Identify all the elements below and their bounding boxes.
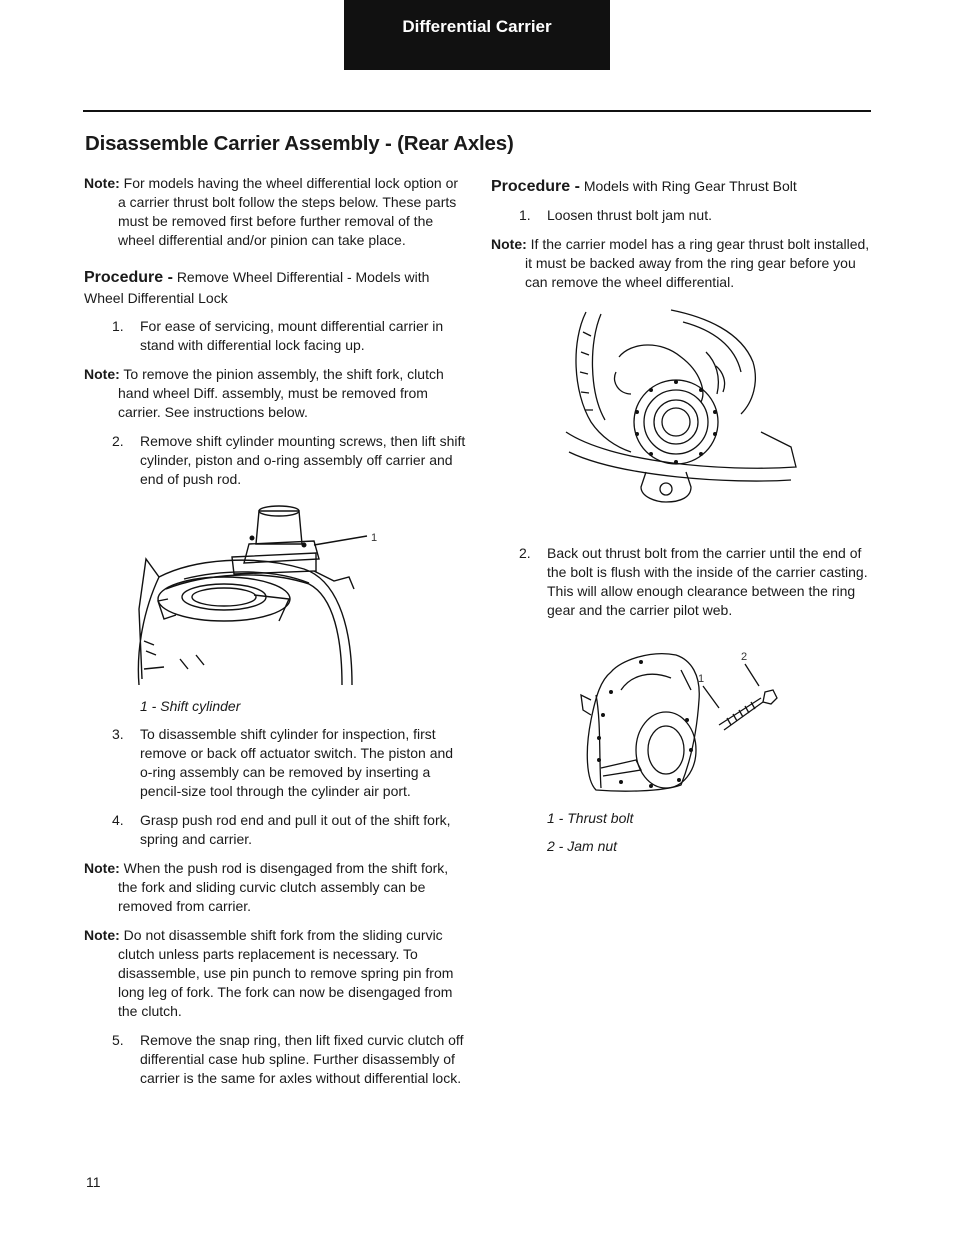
figure-caption: 1 - Shift cylinder — [140, 698, 241, 714]
procedure-heading: Procedure - Models with Ring Gear Thrust Bolt — [491, 178, 797, 195]
page-title: Disassemble Carrier Assembly - (Rear Axles) — [85, 132, 514, 155]
step-item: 3. To disassemble shift cylinder for inspection, first remove or back off actuator switch. The piston and o-ring assembly can be removed by inserting a pencil-size tool through the cylinder air port. — [112, 726, 454, 799]
step-item: 4. Grasp push rod end and pull it out of the shift fork, spring and carrier. — [112, 812, 451, 847]
figure-callout: 1 — [371, 532, 378, 544]
figure-caption: 2 - Jam nut — [547, 838, 618, 854]
ring-gear-illustration — [491, 302, 876, 530]
header-rule — [83, 110, 871, 112]
step-item: 1. Loosen thrust bolt jam nut. — [519, 207, 712, 223]
page-number: 11 — [86, 1174, 101, 1190]
figure-callout: 1 — [698, 673, 705, 685]
left-column — [84, 174, 466, 1098]
step-item: 5. Remove the snap ring, then lift fixed curvic clutch off differential case hub spline. Further disassembly of carrier is the same for axles without differential lock. — [112, 1032, 464, 1086]
step-item: 2. Remove shift cylinder mounting screws, then lift shift cylinder, piston and o-ring assembly off carrier and end of push rod. — [112, 433, 466, 487]
thrust-bolt-illustration — [491, 630, 876, 805]
note: Note: For models having the wheel differential lock option or a carrier thrust bolt follow the steps below. These parts must be removed first before further removal of the wheel differential and/or pinion can take place. — [84, 175, 459, 248]
shift-cylinder-illustration — [84, 499, 466, 689]
ring-gear-figure — [491, 302, 876, 530]
shift-cylinder-figure — [84, 499, 466, 689]
section-header-tab — [344, 0, 610, 70]
section-header-label: Differential Carrier — [402, 17, 552, 36]
note: Note: To remove the pinion assembly, the shift fork, clutch hand wheel Diff. assembly, must be removed from carrier. See instructions below. — [84, 366, 444, 420]
step-item: 1. For ease of servicing, mount differential carrier in stand with differential lock facing up. — [112, 318, 444, 353]
figure-caption: 1 - Thrust bolt — [547, 810, 634, 826]
right-column — [491, 176, 876, 865]
note: Note: Do not disassemble shift fork from the sliding curvic clutch unless parts replacement is necessary. To disassemble, use pin punch to remove spring pin from long leg of fork. The fork can now be disengaged from the clutch. — [84, 927, 454, 1019]
procedure-heading: Procedure - Remove Wheel Differential - Models with Wheel Differential Lock — [84, 269, 430, 306]
figure-callout: 2 — [741, 651, 748, 663]
note: Note: When the push rod is disengaged from the shift fork, the fork and sliding curvic clutch assembly can be removed from carrier. — [84, 860, 449, 914]
note: Note: If the carrier model has a ring gear thrust bolt installed, it must be backed away from the ring gear before you can remove the wheel differential. — [491, 236, 870, 290]
step-item: 2. Back out thrust bolt from the carrier until the end of the bolt is flush with the inside of the carrier casting. This will allow enough clearance between the ring gear and the carrier pilot web. — [519, 545, 868, 618]
thrust-bolt-figure — [491, 630, 876, 805]
